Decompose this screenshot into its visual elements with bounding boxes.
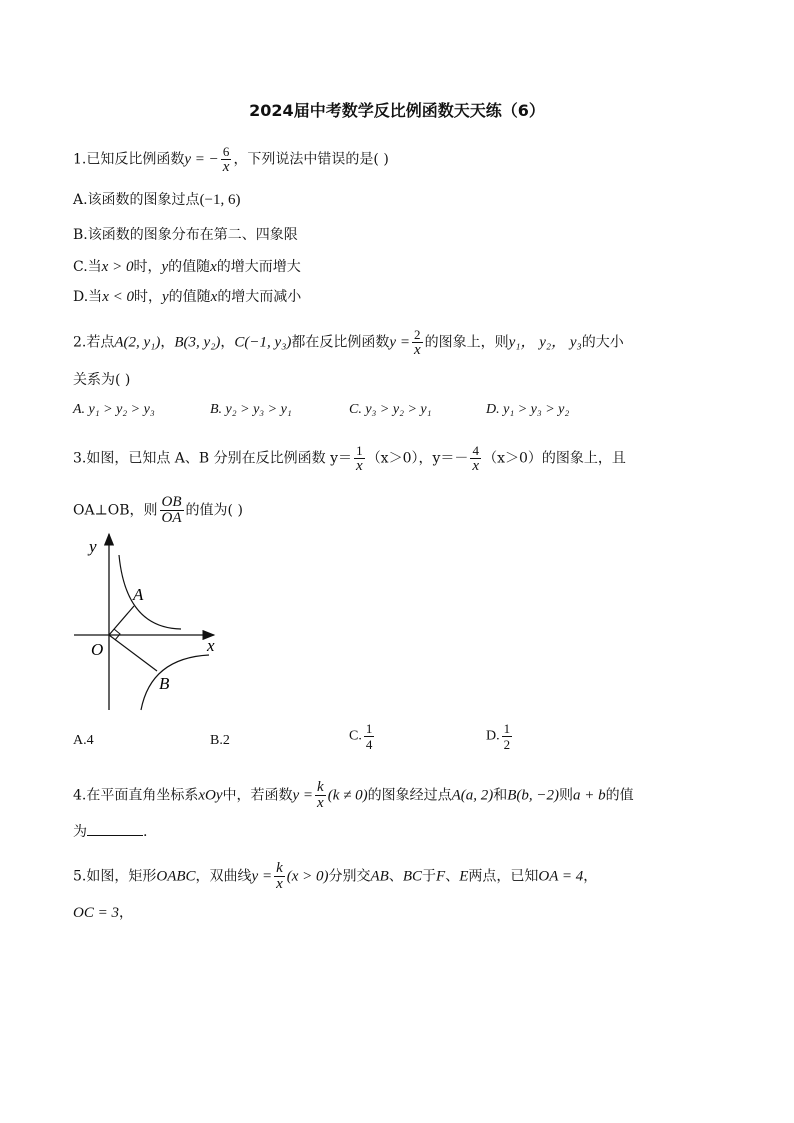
q4-fraction: $\frac{k}{x}$ (317, 779, 324, 811)
q2-option-c: C. y₃ > y₂ > y₁ (349, 402, 432, 417)
q3-option-a: A.4 (73, 733, 94, 748)
answer-blank[interactable] (87, 835, 143, 836)
q2-fraction: $\frac{2}{x}$ (413, 327, 421, 358)
q3-line2: OA⊥OB，则 $\frac{OB}{OA}$ 的值为( ) (73, 494, 243, 526)
q1-option-d: D.当x < 0时，y的值随x的增大而减小 (73, 289, 302, 305)
q3-option-d: D. $\frac{1}{2}$ (486, 721, 511, 752)
curve-upper (119, 555, 181, 629)
q1-option-b: B.该函数的图象分布在第二、四象限 (73, 227, 298, 243)
q5-line2: OC = 3， (73, 905, 133, 921)
q2-option-b: B. y₂ > y₃ > y₁ (210, 402, 292, 417)
label-b: B (159, 674, 170, 693)
q2-stem: 2.若点A(2, y₁)，B(3, y₂)，C(−1, y₃)都在反比例函数y = $\frac{2}{x}$ 的图象上，则y₁， y₂， y₃的大小 (73, 327, 624, 358)
q3-figure (66, 530, 226, 716)
curve-lower (141, 655, 209, 710)
q3-fraction-3: $\frac{OB}{OA}$ (161, 494, 182, 526)
q4-stem: 4.在平面直角坐标系xOy中，若函数y = $\frac{k}{x}$ (k ≠ 0)的图象经过点A(a, 2)和B(b, −2)则a + b的值 (73, 779, 634, 811)
q1-option-a: A.该函数的图象过点(−1, 6) (73, 192, 241, 208)
q5-stem: 5.如图，矩形OABC，双曲线y = $\frac{k}{x}$ (x > 0)分别交AB、BC于F、E两点，已知OA = 4， (73, 860, 598, 892)
q3-fraction-1: $\frac{1}{x}$ (356, 443, 363, 474)
q4-line2: 为 . (73, 824, 148, 840)
q1-fraction: $\frac{6}{x}$ (222, 144, 230, 175)
q3-fraction-2: $\frac{4}{x}$ (472, 443, 480, 474)
q1-option-c: C.当x > 0时，y的值随x的增大而增大 (73, 259, 301, 275)
label-o: O (91, 640, 104, 659)
q3-stem: 3.如图，已知点 A、B 分别在反比例函数 y＝ $\frac{1}{x}$ （x＞0），y＝－ $\frac{4}{x}$ （x＞0）的图象上，且 (73, 443, 626, 474)
page-title: 2024届中考数学反比例函数天天练（6） (249, 101, 545, 120)
q3-option-d-fraction: $\frac{1}{2}$ (503, 721, 511, 752)
label-a: A (133, 585, 144, 604)
label-x: x (207, 636, 215, 655)
segment-oa (109, 606, 134, 635)
segment-ob (109, 635, 157, 671)
q3-option-b: B.2 (210, 733, 230, 748)
q3-option-c: C. $\frac{1}{4}$ (349, 721, 373, 752)
label-y: y (89, 537, 97, 556)
q2-line2: 关系为( ) (73, 372, 131, 388)
q1-stem: 1.已知反比例函数y = − $\frac{6}{x}$ ，下列说法中错误的是( ) (73, 144, 389, 175)
q2-option-a: A. y₁ > y₂ > y₃ (73, 402, 155, 417)
q3-option-c-fraction: $\frac{1}{4}$ (365, 721, 373, 752)
q5-fraction: $\frac{k}{x}$ (276, 860, 283, 892)
q2-option-d: D. y₁ > y₃ > y₂ (486, 402, 570, 417)
